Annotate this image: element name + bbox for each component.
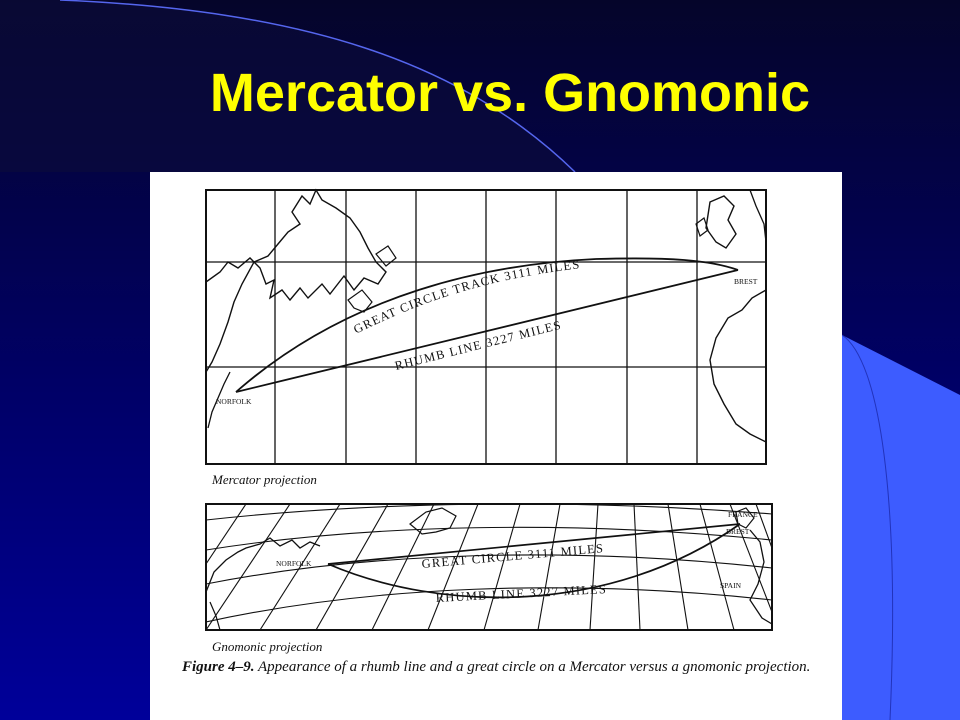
map-figure (150, 172, 842, 720)
figure-caption (182, 658, 822, 677)
north-america-coast (206, 190, 386, 372)
gnomonic-norfolk-label: NORFOLK (276, 559, 312, 568)
mercator-great-circle-label: GREAT CIRCLE TRACK 3111 MILES (351, 257, 582, 337)
mercator-norfolk-label: NORFOLK (216, 397, 252, 406)
mercator-map (206, 190, 766, 464)
mercator-rhumb-line-label: RHUMB LINE 3227 MILES (393, 317, 564, 373)
mercator-brest-label: BREST (734, 277, 758, 286)
figure-panel (150, 172, 842, 720)
europe-coast (706, 196, 736, 248)
slide-title: Mercator vs. Gnomonic (209, 63, 811, 123)
gnomonic-spain-label: SPAIN (720, 581, 741, 590)
gnomonic-projection-label: Gnomonic projection (212, 639, 323, 654)
figure-caption-lead: Figure 4–9. (182, 659, 255, 675)
gnomonic-map (206, 504, 772, 630)
gnomonic-brest-label: BREST (726, 527, 750, 536)
gnomonic-rhumb-line-label: RHUMB LINE 3227 MILES (435, 582, 608, 605)
mercator-projection-label: Mercator projection (212, 472, 317, 487)
mercator-rhumb-line (236, 270, 738, 392)
gnomonic-france-label: FRANCE (728, 510, 758, 519)
gnomonic-great-circle-label: GREAT CIRCLE 3111 MILES (421, 541, 605, 571)
figure-caption-text: Appearance of a rhumb line and a great circle on a Mercator versus a gnomonic projection. (258, 659, 811, 675)
